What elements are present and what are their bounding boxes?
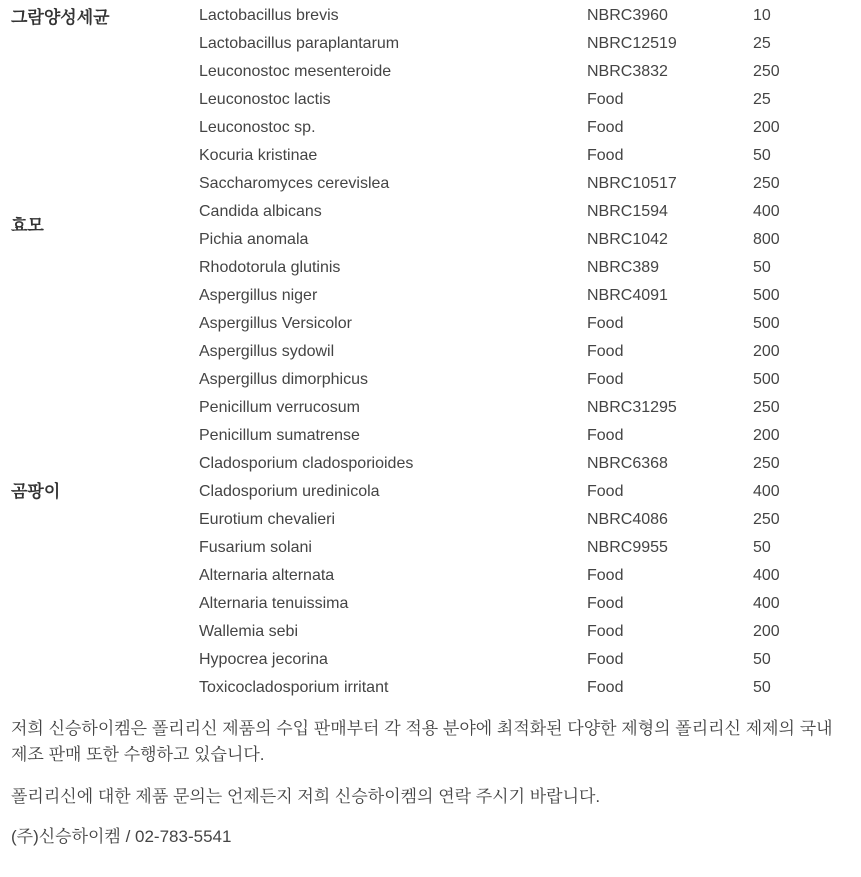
strain-source: NBRC6368 (587, 455, 668, 472)
strain-count: 10 (753, 7, 771, 24)
intro-paragraph: 저희 신승하이켐은 폴리리신 제품의 수입 판매부터 각 적용 분야에 최적화된 다양한 제형의 폴리리신 제제의 국내 제조 판매 또한 수행하고 있습니다. (11, 719, 833, 764)
strain-name: Saccharomyces cerevislea (199, 175, 390, 192)
strain-source: Food (587, 427, 624, 444)
strain-name: Wallemia sebi (199, 623, 298, 640)
strain-count: 50 (753, 259, 771, 276)
strain-name: Penicillum sumatrense (199, 427, 360, 444)
strain-source: Food (587, 343, 624, 360)
strain-source: Food (587, 91, 624, 108)
strain-source: NBRC389 (587, 259, 660, 276)
strain-name: Aspergillus dimorphicus (199, 371, 368, 388)
strain-count: 400 (753, 483, 780, 500)
strain-name: Leuconostoc mesenteroide (199, 63, 392, 80)
strain-source: Food (587, 567, 624, 584)
strain-source: Food (587, 371, 624, 388)
strain-source: NBRC3832 (587, 63, 668, 80)
strain-count: 200 (753, 119, 780, 136)
strain-count: 400 (753, 595, 780, 612)
category-column (0, 2, 199, 702)
strain-name: Fusarium solani (199, 539, 312, 556)
strain-name: Leuconostoc sp. (199, 119, 316, 136)
strain-count: 400 (753, 567, 780, 584)
strain-name: Alternaria alternata (199, 567, 335, 584)
strain-name: Toxicocladosporium irritant (199, 679, 389, 696)
strain-name: Rhodotorula glutinis (199, 259, 341, 276)
strain-source: NBRC4086 (587, 511, 668, 528)
table-row (0, 2, 853, 30)
strain-count: 50 (753, 539, 771, 556)
strain-source: Food (587, 483, 624, 500)
strain-count: 250 (753, 399, 780, 416)
strain-count: 800 (753, 231, 780, 248)
strain-source: NBRC1042 (587, 231, 668, 248)
strain-count: 200 (753, 623, 780, 640)
strain-source: Food (587, 315, 624, 332)
strain-count: 50 (753, 651, 771, 668)
strain-source: NBRC10517 (587, 175, 677, 192)
strain-source: NBRC31295 (587, 399, 677, 416)
category-label-yeast: 효모 (11, 216, 44, 235)
strain-source: NBRC4091 (587, 287, 668, 304)
strain-source: Food (587, 651, 624, 668)
microorganism-table-body (0, 2, 853, 702)
strain-name: Kocuria kristinae (199, 147, 318, 164)
strain-source: NBRC3960 (587, 7, 668, 24)
contact-info: (주)신승하이켐 / 02-783-5541 (11, 827, 232, 846)
strain-count: 250 (753, 455, 780, 472)
strain-count: 400 (753, 203, 780, 220)
strain-name: Aspergillus Versicolor (199, 315, 352, 332)
strain-count: 500 (753, 371, 780, 388)
strain-name: Candida albicans (199, 203, 322, 220)
strain-count: 25 (753, 35, 771, 52)
strain-source: NBRC9955 (587, 539, 668, 556)
strain-count: 250 (753, 175, 780, 192)
strain-name: Cladosporium cladosporioides (199, 455, 414, 472)
strain-count: 500 (753, 287, 780, 304)
strain-count: 200 (753, 427, 780, 444)
strain-name: Aspergillus sydowil (199, 343, 335, 360)
strain-source: Food (587, 595, 624, 612)
category-label-mold: 곰팡이 (11, 482, 61, 501)
strain-name: Eurotium chevalieri (199, 511, 336, 528)
strain-source: Food (587, 147, 624, 164)
description-section (11, 716, 841, 866)
strain-name: Lactobacillus brevis (199, 7, 339, 24)
strain-source: Food (587, 119, 624, 136)
strain-count: 200 (753, 343, 780, 360)
strain-name: Hypocrea jecorina (199, 651, 328, 668)
strain-source: NBRC1594 (587, 203, 668, 220)
strain-name: Leuconostoc lactis (199, 91, 331, 108)
strain-count: 250 (753, 511, 780, 528)
strain-count: 50 (753, 147, 771, 164)
strain-source: Food (587, 679, 624, 696)
category-label-gram-positive: 그람양성세균 (11, 8, 110, 27)
strain-count: 50 (753, 679, 771, 696)
strain-name: Cladosporium uredinicola (199, 483, 380, 500)
strain-name: Penicillum verrucosum (199, 399, 360, 416)
strain-count: 500 (753, 315, 780, 332)
strain-source: Food (587, 623, 624, 640)
strain-name: Aspergillus niger (199, 287, 318, 304)
strain-count: 25 (753, 91, 771, 108)
strain-name: Pichia anomala (199, 231, 309, 248)
strain-name: Alternaria tenuissima (199, 595, 349, 612)
microorganism-table (0, 2, 853, 702)
strain-source: NBRC12519 (587, 35, 677, 52)
strain-name: Lactobacillus paraplantarum (199, 35, 400, 52)
strain-count: 250 (753, 63, 780, 80)
inquiry-paragraph: 폴리리신에 대한 제품 문의는 언제든지 저희 신승하이켐의 연락 주시기 바랍니다. (11, 787, 601, 806)
